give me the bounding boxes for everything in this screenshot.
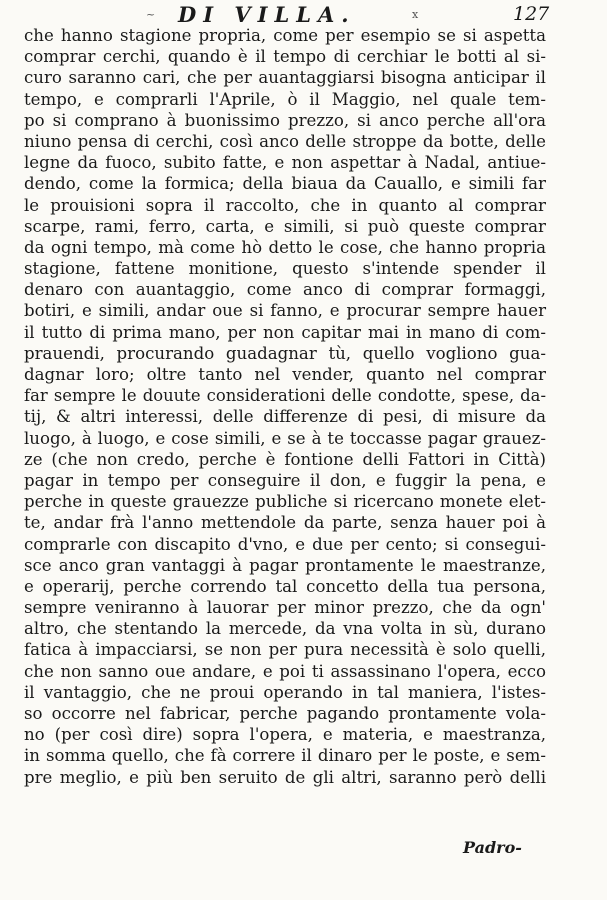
text-line: ze (che non credo, perche è fontione delli Fattori in Città)	[24, 449, 546, 469]
text-line: curo saranno cari, che per auantaggiarsi bisogna anticipar il	[24, 68, 546, 88]
text-line: denaro con auantaggio, come anco di comprar formaggi,	[24, 280, 546, 300]
text-line: dendo, come la formica; della biaua da Cauallo, e simili far	[24, 174, 546, 194]
text-line: sempre veniranno à lauorar per minor prezzo, che da ogn'	[24, 598, 546, 618]
text-line: pagar in tempo per conseguire il don, e fuggir la pena, e	[24, 470, 546, 490]
text-line: da ogni tempo, mà come hò detto le cose, che hanno propria	[24, 237, 546, 257]
text-line: altro, che stentando la mercede, da vna volta in sù, durano	[24, 619, 546, 639]
text-line: perche in queste grauezze publiche si ricercano monete elet-	[24, 492, 546, 512]
header-ornament-right: x	[412, 8, 419, 21]
text-line: comprarle con discapito d'vno, e due per cento; si consegui-	[24, 534, 546, 554]
text-line: in somma quello, che fà correre il dinaro per le poste, e sem-	[24, 746, 546, 766]
text-line: pre meglio, e più ben seruito de gli altri, saranno però delli	[24, 767, 546, 787]
page-number: 127	[513, 3, 550, 25]
page-header	[0, 2, 607, 27]
text-line: luogo, à luogo, e cose simili, e se à te toccasse pagar grauez-	[24, 428, 546, 448]
text-line: botiri, e simili, andar oue si fanno, e procurar sempre hauer	[24, 301, 546, 321]
text-line: tempo, e comprarli l'Aprile, ò il Maggio, nel quale tem-	[24, 89, 546, 109]
text-line: sce anco gran vantaggi à pagar prontamente le maestranze,	[24, 555, 546, 575]
running-head: DI VILLA.	[178, 2, 356, 27]
text-line: so occorre nel fabricar, perche pagando prontamente vola-	[24, 704, 546, 723]
text-line: te, andar frà l'anno mettendole da parte, senza hauer poi à	[24, 513, 546, 533]
text-line: il vantaggio, che ne proui operando in tal maniera, l'istes-	[24, 682, 546, 702]
text-line: niuno pensa di cerchi, così anco delle stroppe da botte, delle	[24, 131, 546, 151]
text-line: far sempre le douute considerationi delle condotte, spese, da-	[24, 386, 546, 406]
text-line: che non sanno oue andare, e poi ti assassinano l'opera, ecco	[24, 661, 546, 681]
text-line: dagnar loro; oltre tanto nel vender, quanto nel comprar	[24, 365, 546, 384]
text-line: che hanno stagione propria, come per esempio se si aspetta	[24, 26, 546, 45]
text-line: legne da fuoco, subito fatte, e non aspettar à Nadal, antiue-	[24, 153, 546, 173]
header-ornament-left: ~	[146, 8, 156, 21]
text-line: no (per così dire) sopra l'opera, e materia, e maestranza,	[24, 725, 546, 745]
text-line: e operarij, perche correndo tal concetto della tua persona,	[24, 576, 546, 596]
text-line: il tutto di prima mano, per non capitar mai in mano di com-	[24, 322, 546, 342]
text-line: stagione, fattene monitione, questo s'intende spender il	[24, 259, 546, 279]
text-line: po si comprano à buonissimo prezzo, si anco perche all'ora	[24, 110, 546, 130]
text-line: prauendi, procurando guadagnar tù, quello vogliono gua-	[24, 343, 546, 363]
text-line: comprar cerchi, quando è il tempo di cerchiar le botti al si-	[24, 47, 546, 67]
text-line: scarpe, rami, ferro, carta, e simili, si può queste comprar	[24, 216, 546, 236]
text-line: le prouisioni sopra il raccolto, che in quanto al comprar	[24, 195, 546, 215]
body-text	[24, 25, 546, 788]
text-line: tij, & altri interessi, delle differenze di pesi, di misure da	[24, 407, 546, 427]
catchword: Padro-	[463, 838, 522, 857]
text-line: fatica à impacciarsi, se non per pura necessità è solo quelli,	[24, 640, 546, 660]
